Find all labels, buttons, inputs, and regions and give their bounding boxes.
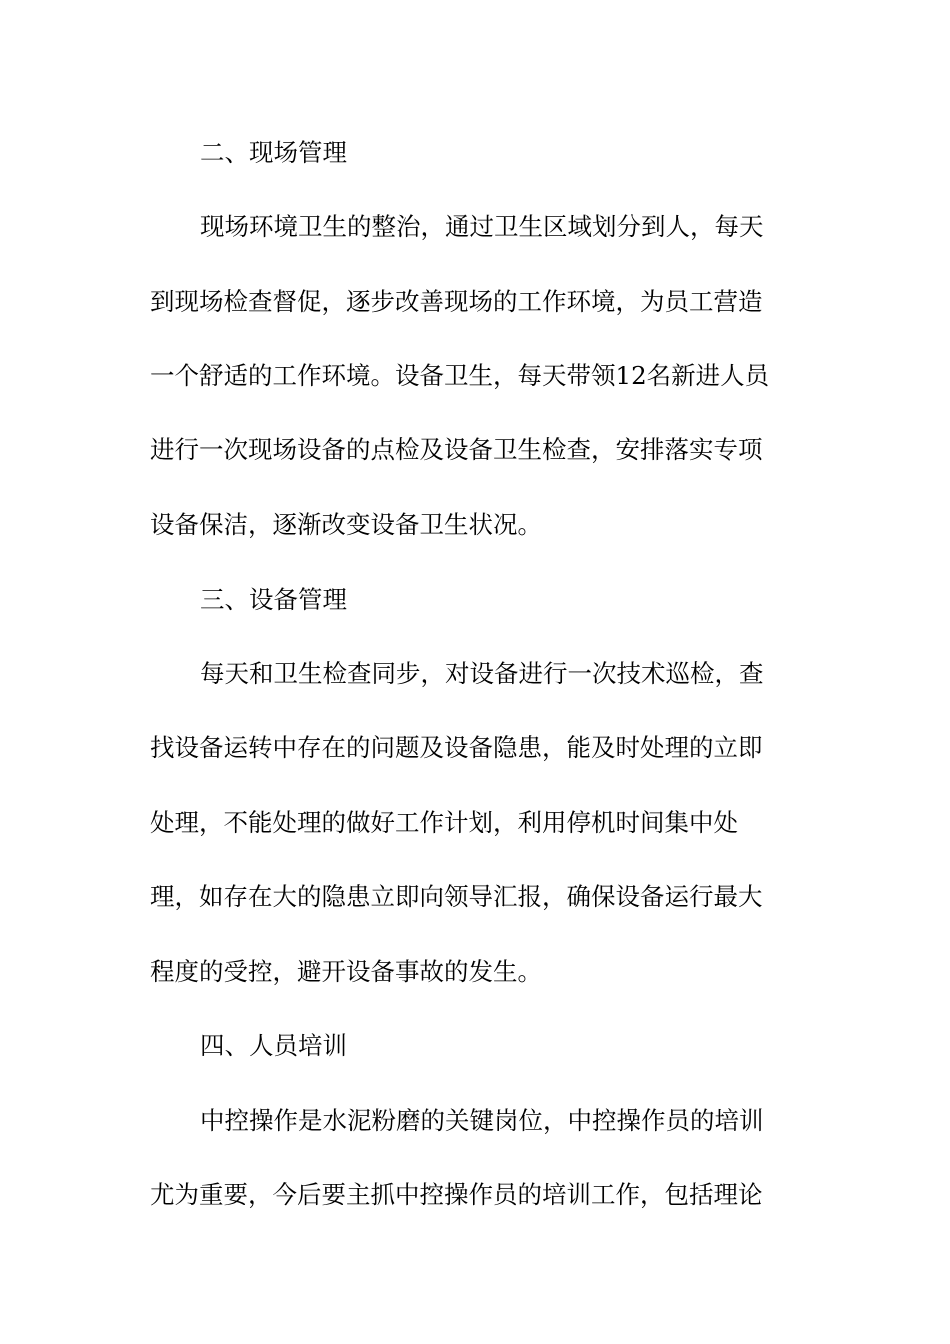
section-heading: 二、现场管理 [200, 138, 347, 167]
section-heading: 三、设备管理 [200, 585, 347, 614]
section-heading: 四、人员培训 [200, 1031, 347, 1060]
paragraph-line: 到现场检查督促，逐步改善现场的工作环境，为员工营造 [150, 287, 763, 316]
paragraph-line: 中控操作是水泥粉磨的关键岗位，中控操作员的培训 [200, 1106, 764, 1135]
paragraph-line: 每天和卫生检查同步，对设备进行一次技术巡检，查 [200, 659, 764, 688]
paragraph-line: 程度的受控，避开设备事故的发生。 [150, 957, 542, 986]
paragraph-line: 设备保洁，逐渐改变设备卫生状况。 [150, 510, 542, 539]
paragraph-line: 现场环境卫生的整治，通过卫生区域划分到人，每天 [200, 212, 764, 241]
paragraph-line: 找设备运转中存在的问题及设备隐患，能及时处理的立即 [150, 733, 763, 762]
paragraph-line: 理，如存在大的隐患立即向领导汇报，确保设备运行最大 [150, 882, 763, 911]
paragraph-line: 一个舒适的工作环境。设备卫生，每天带领12名新进人员 [150, 361, 770, 390]
paragraph-line: 处理，不能处理的做好工作计划，利用停机时间集中处 [150, 808, 738, 837]
paragraph-line: 尤为重要，今后要主抓中控操作员的培训工作，包括理论 [150, 1180, 763, 1209]
paragraph-line: 进行一次现场设备的点检及设备卫生检查，安排落实专项 [150, 435, 763, 464]
